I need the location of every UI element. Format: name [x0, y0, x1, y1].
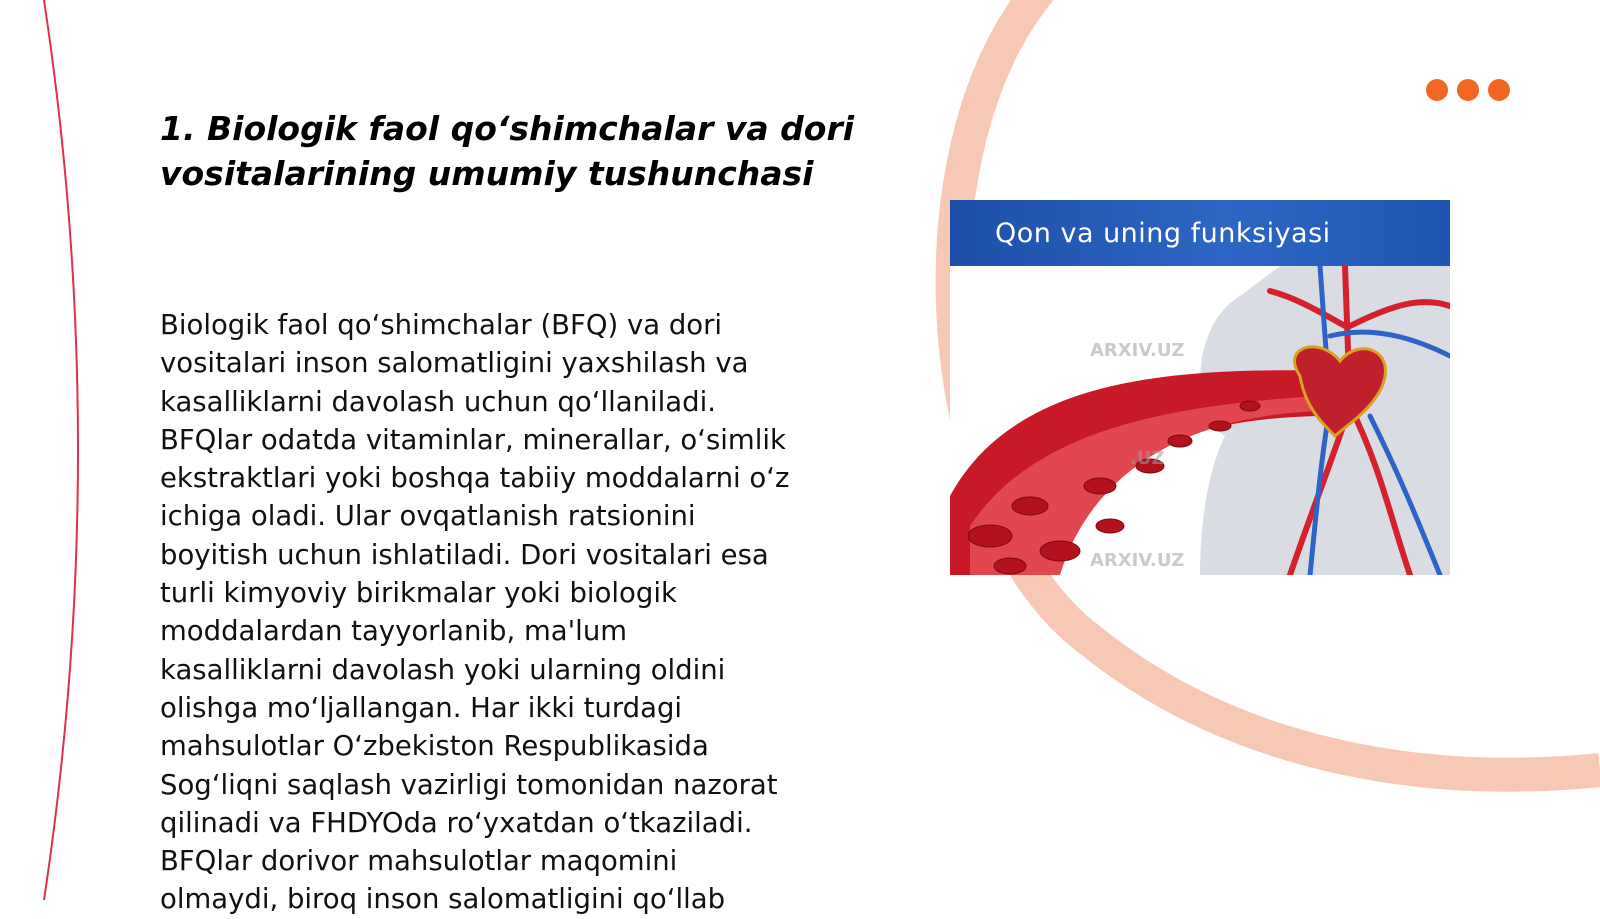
circulatory-system-illustration	[950, 266, 1450, 575]
dot-icon	[1426, 79, 1448, 101]
slide-body-text: Biologik faol qo‘shimchalar (BFQ) va dori vositalari inson salomatligini yaxshilash va kasalliklarni davolash uchun qo‘llaniladi. BFQlar odatda vitaminlar, minerallar, o‘simlik ekstraktlari yoki boshqa tabiiy moddalarni o‘z ichiga oladi. Ular ovqatlanish ratsionini boyitish uchun ishlatiladi. Dori vositalari esa turli kimyoviy birikmalar yoki biologik moddalardan tayyorlanib, ma'lum kasalliklarni davolash yoki ularning oldini olishga mo‘ljallangan. Har ikki turdagi mahsulotlar O‘zbekiston Respublikasida Sog‘liqni saqlash vazirligi tomonidan nazorat qilinadi va FHDYOda ro‘yxatdan o‘tkaziladi. BFQlar dorivor mahsulotlar maqomini olmaydi, biroq inson salomatligini qo‘llab	[160, 309, 790, 916]
figure-banner	[950, 200, 1450, 266]
slide-title: 1. Biologik faol qo‘shimchalar va dori vositalarining umumiy tushunchasi	[160, 109, 855, 193]
svg-text:ARXIV.UZ: ARXIV.UZ	[1090, 550, 1185, 571]
figure-title: Qon va uning funksiyasi	[995, 218, 1331, 249]
dot-icon	[1488, 79, 1510, 101]
dot-icon	[1457, 79, 1479, 101]
svg-text:.UZ: .UZ	[1130, 448, 1165, 469]
svg-text:ARXIV.UZ: ARXIV.UZ	[1090, 340, 1185, 361]
blood-circulation-figure	[950, 200, 1450, 575]
left-accent-arc	[44, 0, 78, 900]
menu-dots-icon[interactable]	[1426, 79, 1510, 101]
